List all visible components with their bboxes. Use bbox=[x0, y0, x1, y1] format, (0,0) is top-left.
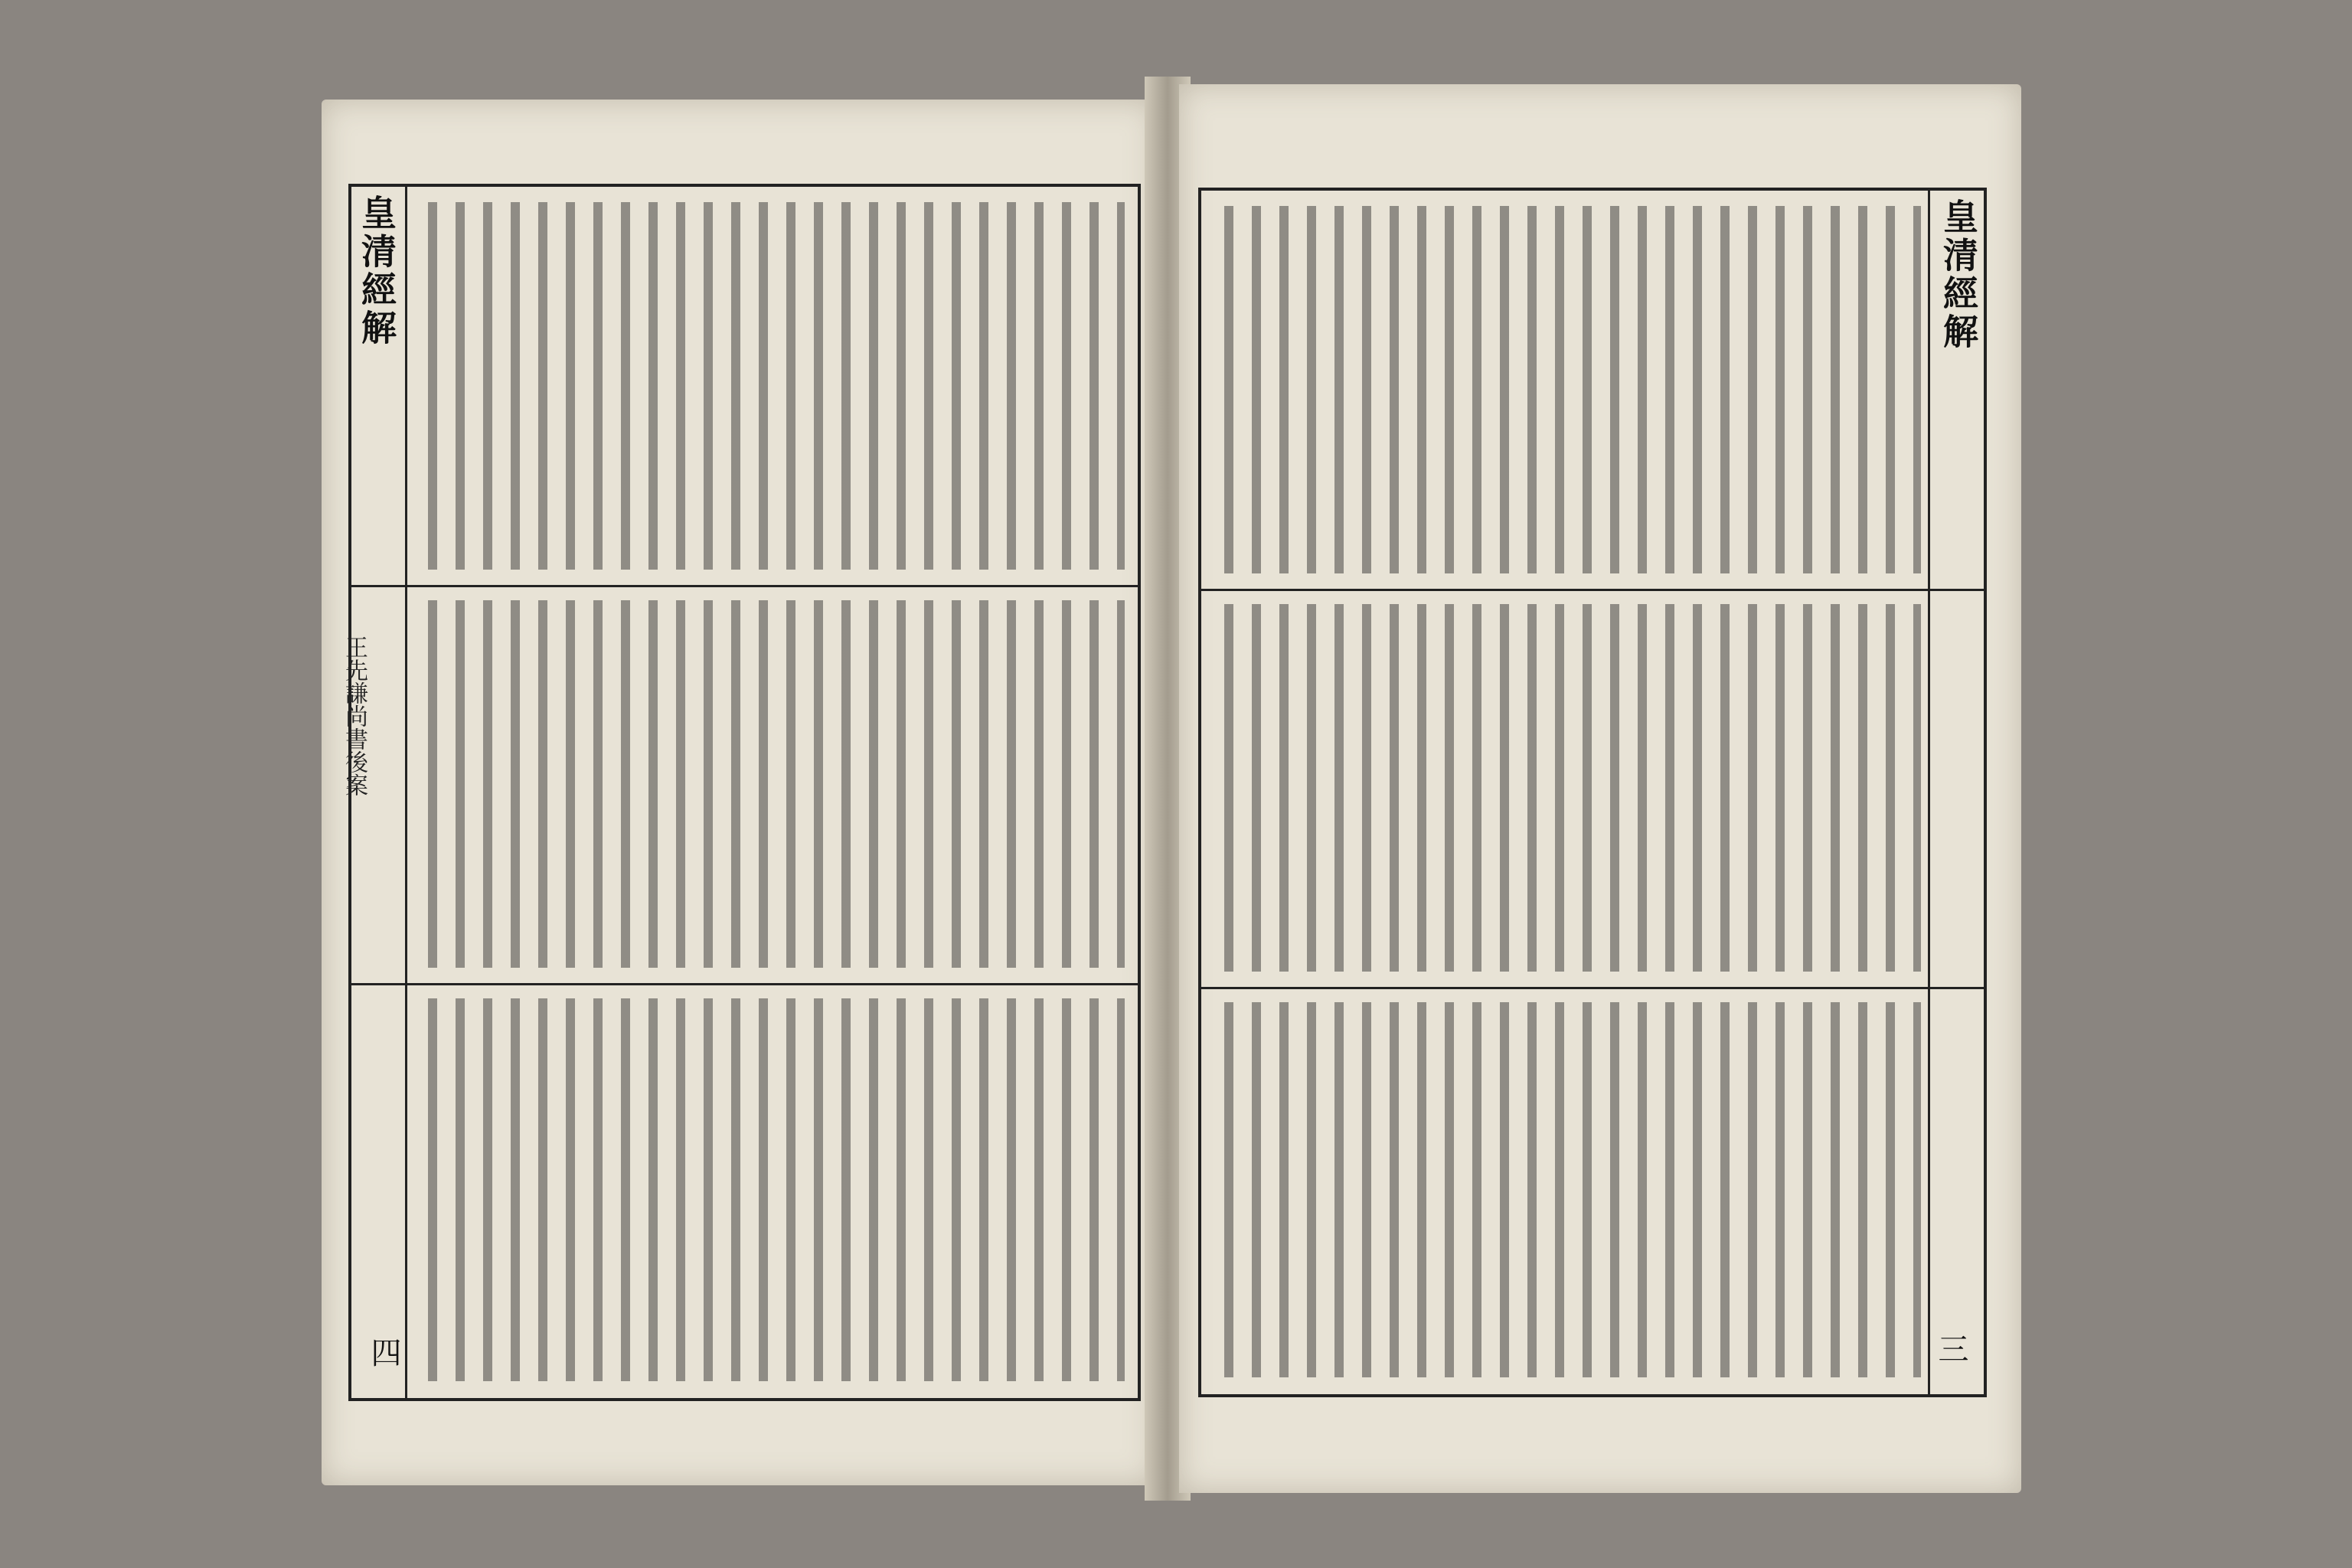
text-register bbox=[1217, 1002, 1921, 1377]
right-margin-column bbox=[1928, 191, 1984, 1394]
register-rule bbox=[1201, 589, 1984, 591]
left-page-frame bbox=[348, 184, 1141, 1401]
text-register bbox=[420, 202, 1125, 570]
left-folio-number: 四 bbox=[366, 1337, 401, 1367]
right-running-title: 皇清經解 bbox=[1938, 198, 1979, 351]
register-rule bbox=[351, 585, 1138, 587]
left-imprint: 王先謙尚書後案 bbox=[341, 635, 368, 796]
text-register bbox=[1217, 206, 1921, 573]
left-running-title: 皇清經解 bbox=[356, 194, 397, 348]
text-register bbox=[420, 600, 1125, 968]
register-rule bbox=[351, 983, 1138, 985]
text-register bbox=[420, 998, 1125, 1381]
text-register bbox=[1217, 604, 1921, 972]
register-rule bbox=[1201, 987, 1984, 989]
right-page-frame bbox=[1198, 188, 1987, 1397]
right-folio-number: 三 bbox=[1933, 1333, 1968, 1364]
